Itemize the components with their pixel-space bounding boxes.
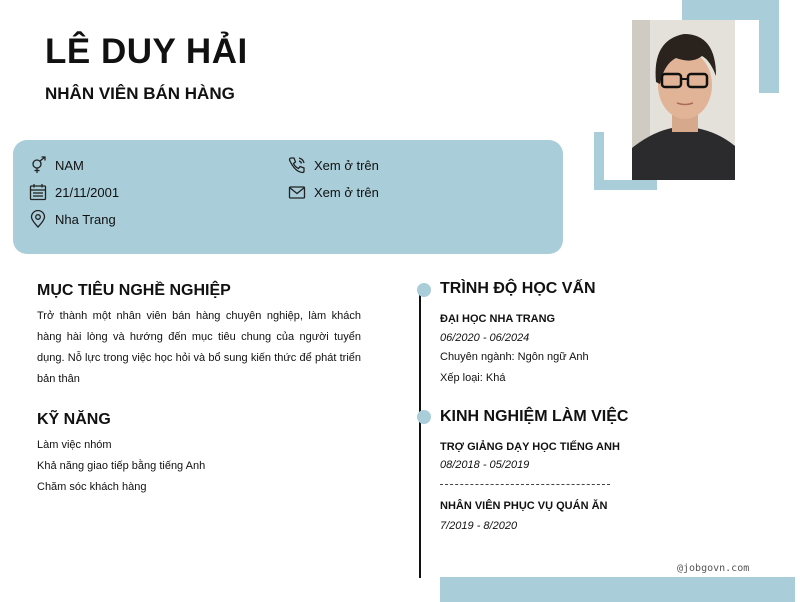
contact-birthday bbox=[29, 183, 119, 201]
phone-icon bbox=[288, 156, 306, 174]
objective-title: MỤC TIÊU NGHỀ NGHIỆP bbox=[37, 282, 231, 299]
candidate-name: LÊ DUY HẢI bbox=[45, 32, 248, 71]
profile-photo bbox=[632, 20, 735, 180]
objective-text: Trở thành một nhân viên bán hàng chuyên nghiệp, làm khách hàng hài lòng và hướng đến mục tiêu chung của người tuyển dụng. Nỗ lực trong việc học hỏi và bổ sung kiến thức để phát triển bản thân bbox=[37, 310, 361, 385]
contact-box bbox=[13, 140, 563, 254]
phone-value: Xem ở trên bbox=[314, 157, 379, 173]
skill-item: Khả năng giao tiếp bằng tiếng Anh bbox=[37, 460, 206, 472]
contact-gender bbox=[29, 156, 84, 174]
calendar-icon bbox=[29, 183, 47, 201]
education-rank: Xếp loại: Khá bbox=[440, 372, 506, 384]
job-period: 08/2018 - 05/2019 bbox=[440, 459, 530, 471]
experience-title: KINH NGHIỆM LÀM VIỆC bbox=[440, 408, 629, 425]
decor-bar-bottom bbox=[440, 577, 795, 602]
job-role: NHÂN VIÊN PHỤC VỤ QUÁN ĂN bbox=[440, 500, 608, 512]
skills-title: KỸ NĂNG bbox=[37, 411, 111, 428]
contact-phone bbox=[288, 156, 379, 174]
contact-email bbox=[288, 183, 379, 201]
gender-value: NAM bbox=[55, 157, 84, 173]
gender-icon bbox=[29, 156, 47, 174]
job-role: TRỢ GIẢNG DẠY HỌC TIẾNG ANH bbox=[440, 441, 620, 453]
email-value: Xem ở trên bbox=[314, 184, 379, 200]
location-pin-icon bbox=[29, 210, 47, 228]
school-name: ĐẠI HỌC NHA TRANG bbox=[440, 313, 556, 325]
job-title: NHÂN VIÊN BÁN HÀNG bbox=[45, 84, 235, 103]
birthday-value: 21/11/2001 bbox=[55, 184, 120, 200]
education-title: TRÌNH ĐỘ HỌC VẤN bbox=[440, 280, 596, 297]
education-period: 06/2020 - 06/2024 bbox=[440, 332, 530, 344]
skill-item: Làm việc nhóm bbox=[37, 439, 112, 451]
timeline-dot bbox=[417, 283, 431, 297]
address-value: Nha Trang bbox=[55, 211, 116, 227]
timeline-line bbox=[419, 290, 421, 578]
divider bbox=[440, 484, 610, 485]
decor-bar-photo-bottom bbox=[594, 180, 657, 190]
mail-icon bbox=[288, 183, 306, 201]
timeline-dot bbox=[417, 410, 431, 424]
contact-address bbox=[29, 210, 116, 228]
education-major: Chuyên ngành: Ngôn ngữ Anh bbox=[440, 351, 589, 363]
job-period: 7/2019 - 8/2020 bbox=[440, 520, 518, 532]
decor-bar-top-right bbox=[759, 0, 779, 93]
skill-item: Chăm sóc khách hàng bbox=[37, 481, 147, 493]
watermark: @jobgovn.com bbox=[677, 563, 750, 574]
